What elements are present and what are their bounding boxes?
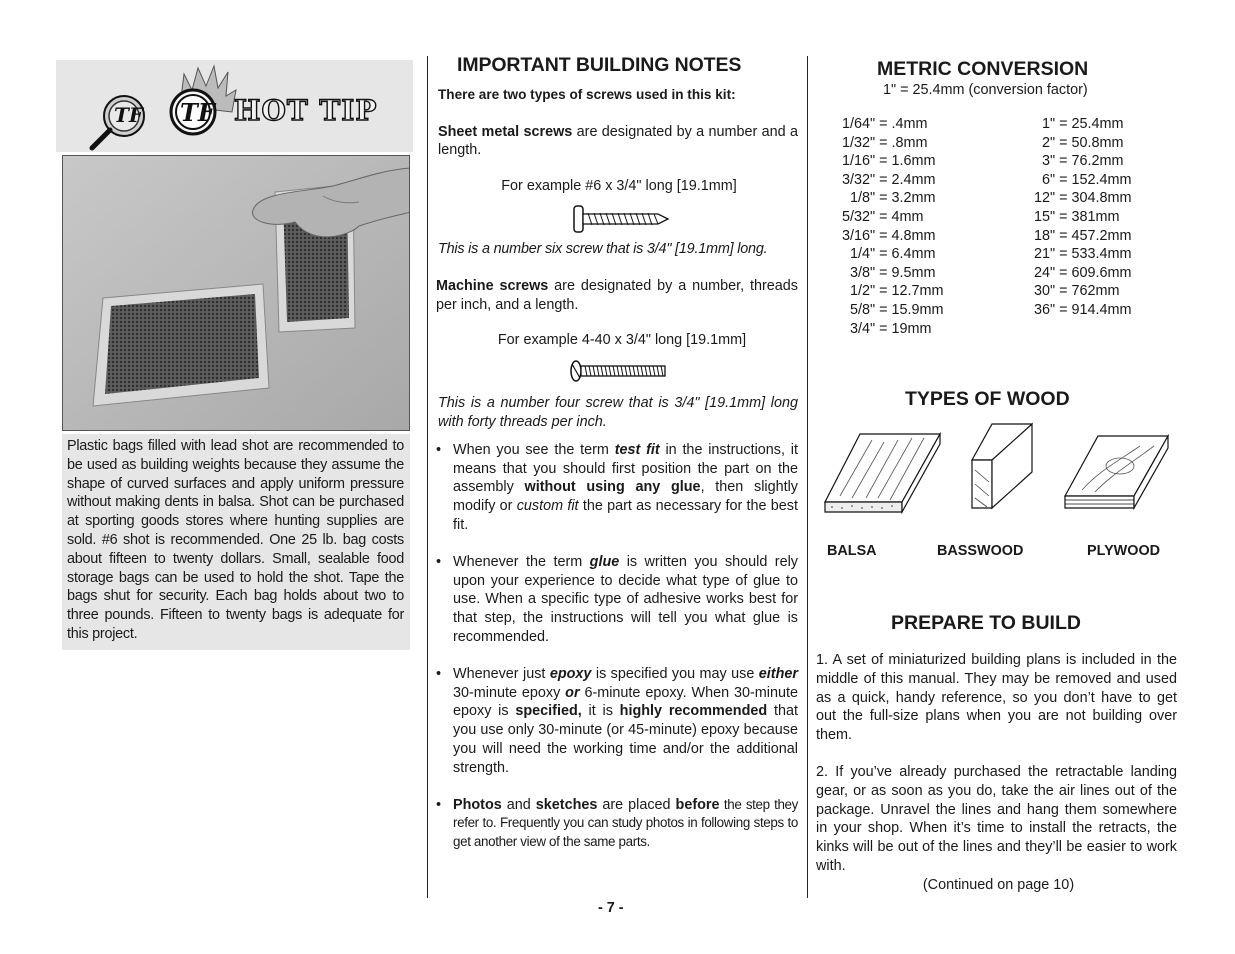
conversion-row: 1/2" = 12.7mm <box>842 283 944 300</box>
lead-shot-bags-photo <box>62 155 410 431</box>
balsa-label: BALSA <box>827 543 877 559</box>
bullet-photos-sketches: • Photos and sketches are placed before the step they refer to. Frequently you can study photos in following steps to get another view of the same parts. <box>436 796 798 850</box>
conversion-row: 1/32" = .8mm <box>842 134 928 151</box>
building-notes-section <box>436 56 798 852</box>
conversion-row: 18" = 457.2mm <box>1034 227 1132 244</box>
continued-note: (Continued on page 10) <box>922 876 1075 893</box>
conversion-row: 21" = 533.4mm <box>1034 246 1132 263</box>
balsa-icon <box>825 434 940 512</box>
conversion-row: 1" = 25.4mm <box>1034 116 1124 132</box>
conversion-row: 36" = 914.4mm <box>1034 301 1132 318</box>
machine-screw-example: For example 4-40 x 3/4" long [19.1mm] <box>497 332 747 349</box>
machine-screw-icon <box>436 358 798 384</box>
page-number: - 7 - <box>598 900 624 916</box>
conversion-row: 1/64" = .4mm <box>842 116 928 132</box>
bullet-epoxy: • Whenever just epoxy is specified you may use either 30-minute epoxy or 6-minute epoxy. When 30-minute epoxy is specified, it is highly recommended that you use only 30-minute (or 45-minute) epoxy because you will need the working time and/or the additional strength. <box>436 665 798 776</box>
lead-shot-bags-image <box>63 156 410 431</box>
hot-tip-logo-text: TF <box>114 103 144 127</box>
bullet-test-fit: • When you see the term test fit in the instructions, it means that you should first position the part on the assembly without using any glue, then slightly modify or custom fit the part as necessary for the best fit. <box>436 441 798 533</box>
basswood-label: BASSWOOD <box>937 543 1024 559</box>
metric-inch-column <box>1034 115 1132 320</box>
types-of-wood-heading: TYPES OF WOOD <box>905 388 1070 410</box>
prepare-to-build-text <box>816 651 1177 895</box>
conversion-row: 15" = 381mm <box>1034 208 1120 225</box>
metric-conversion-heading: METRIC CONVERSION <box>877 58 1089 80</box>
machine-screw-caption: This is a number four screw that is 3/4" [19.1mm] long with forty threads per inch. <box>438 395 798 430</box>
machine-screws-paragraph: Machine screws are designated by a number, threads per inch, and a length. <box>436 277 798 313</box>
conversion-row: 30" = 762mm <box>1034 283 1120 300</box>
hot-tip-banner <box>56 60 413 152</box>
conversion-row: 3" = 76.2mm <box>1034 153 1124 170</box>
sheet-metal-caption: This is a number six screw that is 3/4" [19.1mm] long. <box>438 240 768 257</box>
column-divider-left <box>427 56 428 898</box>
plywood-label: PLYWOOD <box>1087 543 1161 559</box>
conversion-row: 3/8" = 9.5mm <box>842 264 936 281</box>
conversion-row: 1/16" = 1.6mm <box>842 153 936 170</box>
sheet-metal-screws-paragraph: Sheet metal screws are designated by a number and a length. <box>438 123 798 159</box>
conversion-row: 12" = 304.8mm <box>1034 190 1132 207</box>
hot-tip-logo-text-2: TF <box>180 98 215 127</box>
basswood-icon <box>972 424 1032 508</box>
conversion-row: 2" = 50.8mm <box>1034 134 1124 151</box>
prepare-step-2: 2. If you’ve already purchased the retractable landing gear, or as soon as you do, take the air lines out of the package. Unravel the lines and hang them somewhere in your shop. When it’s time to install the retracts, the kinks will be out of the lines and they’ll be easier to work with. <box>816 763 1177 874</box>
conversion-row: 1/8" = 3.2mm <box>842 190 936 207</box>
conversion-row: 3/16" = 4.8mm <box>842 227 936 244</box>
conversion-row: 3/32" = 2.4mm <box>842 171 936 188</box>
hot-tip-title: HOT TIP <box>234 94 378 127</box>
column-divider-right <box>807 56 808 898</box>
conversion-row: 5/32" = 4mm <box>842 208 924 225</box>
sheet-metal-example: For example #6 x 3/4" long [19.1mm] <box>501 178 737 195</box>
plywood-icon <box>1065 436 1168 508</box>
sheet-metal-screw-icon <box>436 202 798 236</box>
conversion-row: 6" = 152.4mm <box>1034 171 1132 188</box>
conversion-row: 24" = 609.6mm <box>1034 264 1132 281</box>
conversion-row: 5/8" = 15.9mm <box>842 301 944 318</box>
bullet-glue: • Whenever the term glue is written you should rely upon your experience to decide what type of glue to use. When a specific type of adhesive works best for that step, the instructions will tell you what glue is recommended. <box>436 553 798 645</box>
building-notes-heading: IMPORTANT BUILDING NOTES <box>457 54 742 76</box>
conversion-row: 3/4" = 19mm <box>842 320 932 337</box>
conversion-factor: 1" = 25.4mm (conversion factor) <box>883 82 1088 98</box>
prepare-step-1: 1. A set of miniaturized building plans is included in the middle of this manual. They may be removed and used as a quick, handy reference, so you don’t have to get out the full-size plans when you are not building over them. <box>816 652 1177 744</box>
metric-fraction-column <box>842 115 944 338</box>
hot-tip-caption: Plastic bags filled with lead shot are recommended to be used as building weights because they assume the shape of curved surfaces and apply uniform pressure without making dents in balsa. Shot can be purchased at sporting goods stores where hunting supplies are sold. #6 shot is recommended. One 25 lb. bag costs about fifteen to twenty dollars. Small, sealable food storage bags can be used to hold the shot. Tape the bags shut for security. Each bag holds about two to three pounds. Fifteen to twenty bags is adequate for this project. <box>62 434 410 650</box>
screw-types-intro: There are two types of screws used in this kit: <box>438 86 736 102</box>
conversion-row: 1/4" = 6.4mm <box>842 246 936 263</box>
wood-types-illustration <box>820 420 1180 520</box>
prepare-to-build-heading: PREPARE TO BUILD <box>891 612 1081 634</box>
